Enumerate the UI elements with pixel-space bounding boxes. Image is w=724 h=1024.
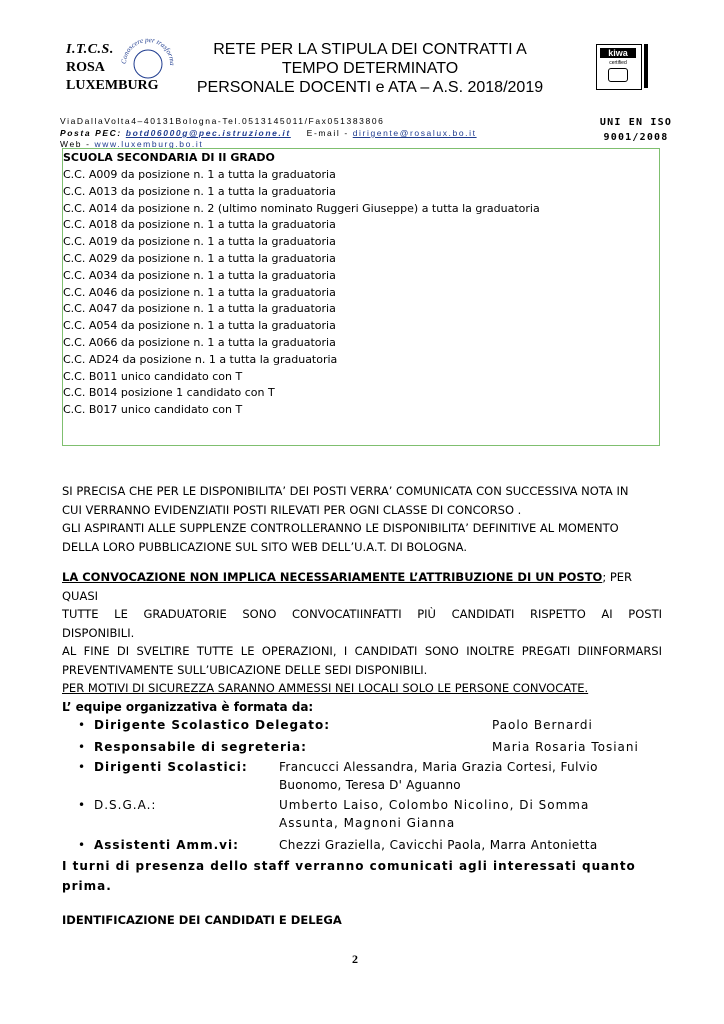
class-list bbox=[63, 167, 540, 419]
logo-line-itcs: I.T.C.S. bbox=[66, 42, 114, 57]
notice-line: SI PRECISA CHE PER LE DISPONIBILITA’ DEI POSTI VERRA’ COMUNICATA CON SUCCESSIVA NOTA IN bbox=[62, 484, 629, 498]
list-item: C.C. A066 da posizione n. 1 a tutta la graduatoria bbox=[63, 335, 336, 349]
list-item: C.C. B014 posizione 1 candidato con T bbox=[63, 386, 275, 400]
team-role: Assistenti Amm.vi: bbox=[94, 838, 239, 852]
list-item: C.C. A018 da posizione n. 1 a tutta la graduatoria bbox=[63, 218, 336, 232]
kiwa-side-bar bbox=[644, 44, 648, 88]
secondary-school-box bbox=[62, 148, 660, 446]
note-line: I turni di presenza dello staff verranno comunicati agli interessati quanto bbox=[62, 859, 636, 873]
web-link[interactable]: www.luxemburg.bo.it bbox=[94, 139, 204, 149]
pec-email-line bbox=[60, 128, 477, 138]
list-item: C.C. A029 da posizione n. 1 a tutta la graduatoria bbox=[63, 251, 336, 265]
email-link[interactable]: dirigente@rosalux.bo.it bbox=[352, 128, 477, 138]
title-line-2: TEMPO DETERMINATO bbox=[281, 60, 459, 77]
convocation-notice bbox=[62, 568, 662, 698]
list-item: C.C. A019 da posizione n. 1 a tutta la graduatoria bbox=[63, 235, 336, 249]
notice-line: AL FINE DI SVELTIRE TUTTE LE OPERAZIONI, I CANDIDATI SONO INOLTRE PREGATI DIINFORMARSI bbox=[62, 644, 662, 658]
note-line: prima. bbox=[62, 879, 112, 893]
staff-shifts-note bbox=[62, 856, 662, 896]
team-member: Assunta, Magnoni Gianna bbox=[279, 816, 456, 830]
bullet-icon: • bbox=[78, 760, 87, 774]
pec-label: Posta PEC: bbox=[60, 128, 126, 138]
kiwa-certification-logo bbox=[596, 44, 654, 116]
document-title bbox=[180, 40, 560, 97]
team-member: Maria Rosaria Tosiani bbox=[492, 740, 639, 754]
team-role: Dirigenti Scolastici: bbox=[94, 760, 248, 774]
logo-arc-text: Conoscere per trasforma bbox=[119, 35, 177, 66]
bullet-icon: • bbox=[78, 798, 87, 812]
team-member: Buonomo, Teresa D' Aguanno bbox=[279, 778, 461, 792]
notice-line: TUTTE LE GRADUATORIE SONO CONVOCATIINFATTI PIÙ CANDIDATI RISPETTO AI POSTI bbox=[62, 607, 662, 621]
title-line-1: RETE PER LA STIPULA DEI CONTRATTI A bbox=[213, 41, 527, 58]
convocation-emphasis: LA CONVOCAZIONE NON IMPLICA NECESSARIAMENTE L’ATTRIBUZIONE DI UN POSTO bbox=[62, 570, 603, 584]
list-item: C.C. A047 da posizione n. 1 a tutta la graduatoria bbox=[63, 302, 336, 316]
logo-arc-emblem bbox=[118, 30, 178, 92]
kiwa-seal-icon bbox=[608, 68, 628, 82]
notice-line: DELLA LORO PUBBLICAZIONE SUL SITO WEB DELL’U.A.T. DI BOLOGNA. bbox=[62, 539, 468, 554]
security-notice: PER MOTIVI DI SICUREZZA SARANNO AMMESSI NEI LOCALI SOLO LE PERSONE CONVOCATE. bbox=[62, 681, 589, 695]
team-role: Dirigente Scolastico Delegato: bbox=[94, 718, 330, 732]
kiwa-sub: certified bbox=[609, 60, 627, 66]
iso-certification bbox=[586, 115, 686, 145]
notice-line: CUI VERRANNO EVIDENZIATII POSTI RILEVATI PER OGNI CLASSE DI CONCORSO . bbox=[62, 502, 522, 517]
list-item: C.C. A034 da posizione n. 1 a tutta la graduatoria bbox=[63, 268, 336, 282]
box-title: SCUOLA SECONDARIA DI II GRADO bbox=[63, 151, 275, 164]
section-heading: IDENTIFICAZIONE DEI CANDIDATI E DELEGA bbox=[62, 913, 342, 927]
list-item: C.C. A054 da posizione n. 1 a tutta la graduatoria bbox=[63, 319, 336, 333]
team-member: Paolo Bernardi bbox=[492, 718, 593, 732]
title-line-3: PERSONALE DOCENTI e ATA – A.S. 2018/2019 bbox=[196, 79, 544, 96]
notice-line: PREVENTIVAMENTE SULL’UBICAZIONE DELLE SEDI DISPONIBILI. bbox=[62, 662, 428, 677]
team-role: Responsabile di segreteria: bbox=[94, 740, 307, 754]
list-item: C.C. A046 da posizione n. 1 a tutta la graduatoria bbox=[63, 285, 336, 299]
list-item: C.C. A009 da posizione n. 1 a tutta la graduatoria bbox=[63, 168, 336, 181]
page-number: 2 bbox=[352, 952, 358, 966]
team-role: D.S.G.A.: bbox=[94, 798, 157, 812]
bullet-icon: • bbox=[78, 718, 87, 732]
team-member: Chezzi Graziella, Cavicchi Paola, Marra Antonietta bbox=[279, 838, 598, 852]
logo-line-rosa: ROSA bbox=[66, 60, 105, 75]
address-line: ViaDallaVolta4–40131Bologna-Tel.0513145011/Fax051383806 bbox=[60, 116, 385, 126]
team-member: Francucci Alessandra, Maria Grazia Cortesi, Fulvio bbox=[279, 760, 598, 774]
list-item: C.C. A013 da posizione n. 1 a tutta la graduatoria bbox=[63, 184, 336, 198]
team-title: L’ equipe organizzativa è formata da: bbox=[62, 700, 314, 714]
notice-line: DISPONIBILI. bbox=[62, 625, 135, 640]
bullet-icon: • bbox=[78, 740, 87, 754]
web-label: Web - bbox=[60, 139, 95, 149]
notice-line: GLI ASPIRANTI ALLE SUPPLENZE CONTROLLERANNO LE DISPONIBILITA’ DEFINITIVE AL MOMENTO bbox=[62, 521, 619, 535]
list-item: C.C. AD24 da posizione n. 1 a tutta la graduatoria bbox=[63, 352, 338, 366]
school-logo bbox=[60, 18, 180, 106]
list-item: C.C. B011 unico candidato con T bbox=[63, 369, 243, 383]
email-label: E-mail - bbox=[306, 128, 353, 138]
availability-notice bbox=[62, 482, 662, 556]
notice-line bbox=[62, 568, 662, 605]
team-member: Umberto Laiso, Colombo Nicolino, Di Somma bbox=[279, 798, 590, 812]
kiwa-name: kiwa bbox=[600, 48, 636, 58]
bullet-icon: • bbox=[78, 838, 87, 852]
logo-line-luxemburg: LUXEMBURG bbox=[66, 78, 159, 93]
pec-link[interactable]: botd06000g@pec.istruzione.it bbox=[125, 128, 291, 138]
list-item: C.C. A014 da posizione n. 2 (ultimo nominato Ruggeri Giuseppe) a tutta la graduatoria bbox=[63, 201, 540, 215]
notice-text: ; PER QUASI bbox=[62, 570, 633, 603]
iso-line-2: 9001/2008 bbox=[603, 132, 669, 143]
iso-line-1: UNI EN ISO bbox=[599, 117, 673, 128]
list-item: C.C. B017 unico candidato con T bbox=[63, 403, 243, 417]
